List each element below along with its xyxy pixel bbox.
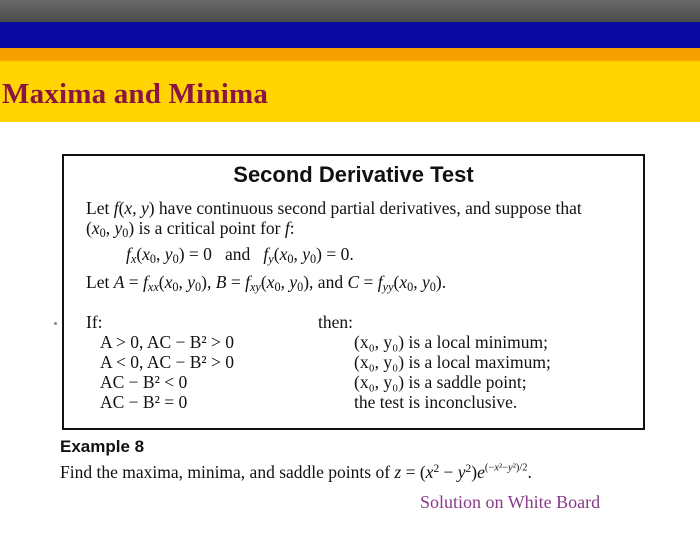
definitions-line: Let $A = f_{xx}(x_0$, $y_0$), $B = f_{xy}(x_0$, $y_0$), and $C = f_{yy}(x_0$, $y_0$). [86, 272, 447, 295]
if-label: If: [86, 312, 103, 332]
navy-header-bar [0, 22, 700, 48]
intro-line-1: Let f(x, y) have continuous second partial derivatives, and suppose that [86, 198, 582, 218]
case-result-2: (x₀, y₀) is a local maximum; [354, 352, 551, 372]
intro-line-2: ($x_0$, $y_0$) is a critical point for f: [86, 218, 295, 241]
top-dark-bar [0, 0, 700, 22]
then-label: then: [318, 312, 353, 332]
case-result-3: (x₀, y₀) is a saddle point; [354, 372, 527, 392]
conditions-column [86, 312, 234, 412]
solution-note: Solution on White Board [420, 492, 601, 512]
results-column [318, 312, 551, 412]
second-derivative-test-box [62, 154, 645, 430]
case-condition-4: AC − B² = 0 [100, 392, 188, 412]
case-condition-2: A < 0, AC − B² > 0 [100, 352, 235, 372]
example-heading: Example 8 [60, 437, 145, 456]
case-result-1: (x₀, y₀) is a local minimum; [354, 332, 548, 352]
case-condition-1: A > 0, AC − B² > 0 [100, 332, 235, 352]
example-problem: Find the maxima, minima, and saddle points of $z = (x^2 - y^2)e^{(-x^2-y^2)/2}$. [60, 462, 532, 482]
case-result-4: the test is inconclusive. [354, 392, 518, 412]
critical-conditions: $f_x(x_0$, $y_0) = 0$ and $f_y(x_0$, $y_0) = 0$. [126, 244, 354, 267]
slide-title: Maxima and Minima [2, 78, 269, 110]
bullet-dot [54, 322, 57, 325]
case-condition-3: AC − B² < 0 [100, 372, 188, 392]
box-title: Second Derivative Test [233, 162, 474, 187]
